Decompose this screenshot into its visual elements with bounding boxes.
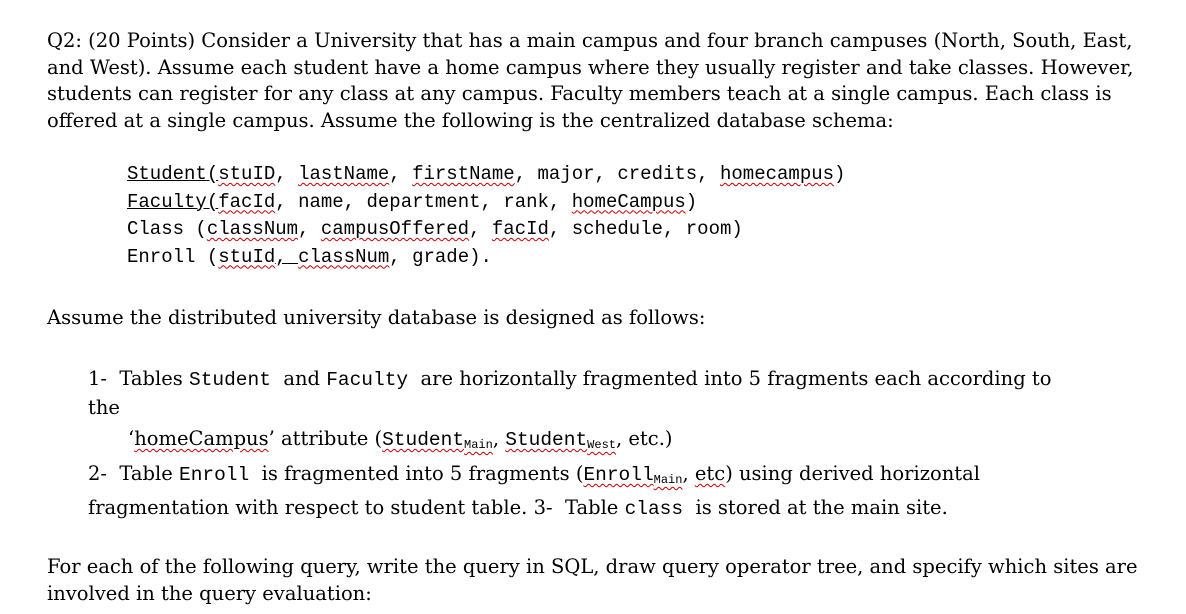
schema-student: Student(stuID, lastName, firstName, major, credits, homecampus) (127, 163, 846, 185)
table-name-class: Class (127, 218, 185, 240)
list-item-1-attr-line: ‘homeCampus’ attribute (Student$_{Main}$, Student$_{West}$, etc.) (128, 427, 673, 452)
table-name-faculty: Faculty (127, 190, 207, 213)
list-item-2-3: 2- Table Enroll is fragmented into 5 fragments (Enroll$_{Main}$, etc) using derived horizontal fragmentation with respect to student table. 3- Table class is stored at the main site. (88, 462, 980, 520)
table-ref-enroll: Enroll (179, 464, 250, 486)
schema-enroll: Enroll (stuId, classNum, grade). (127, 245, 492, 268)
question-intro: Q2: (20 Points) Consider a University that has a main campus and four branch campuses (North, South, East, and West). Assume each student have a home campus where they usually register and take classes. However, students can register for any class at any campus. Faculty members teach at a single campus. Each class is offered at a single campus. Assume the following is the centralized database schema: (47, 29, 1134, 132)
key-stuid: stuID (218, 163, 276, 185)
attr-homecampus: homeCampus (134, 427, 269, 450)
key-classnum-enroll: classNum (298, 245, 390, 268)
key-facid: facId (218, 190, 276, 213)
table-name-student: Student (127, 163, 207, 185)
table-ref-student: Student (189, 369, 271, 391)
key-classnum: classNum (206, 218, 299, 240)
table-name-enroll: Enroll (127, 245, 196, 268)
design-intro: Assume the distributed university database is designed as follows: (47, 306, 706, 329)
list-item-1: 1- Tables Student and Faculty are horizontally fragmented into 5 fragments each according to the (88, 367, 1052, 419)
schema-faculty: Faculty(facId, name, department, rank, homeCampus) (127, 190, 698, 213)
final-instruction: For each of the following query, write the query in SQL, draw query operator tree, and specify which sites are involved in the query evaluation: (47, 555, 1138, 605)
schema-class: Class (classNum, campusOffered, facId, schedule, room) (127, 218, 743, 240)
table-ref-faculty: Faculty (326, 369, 409, 391)
schema-block (127, 161, 845, 271)
key-stuid-enroll: stuId (218, 245, 276, 268)
table-ref-class: class (624, 498, 684, 520)
